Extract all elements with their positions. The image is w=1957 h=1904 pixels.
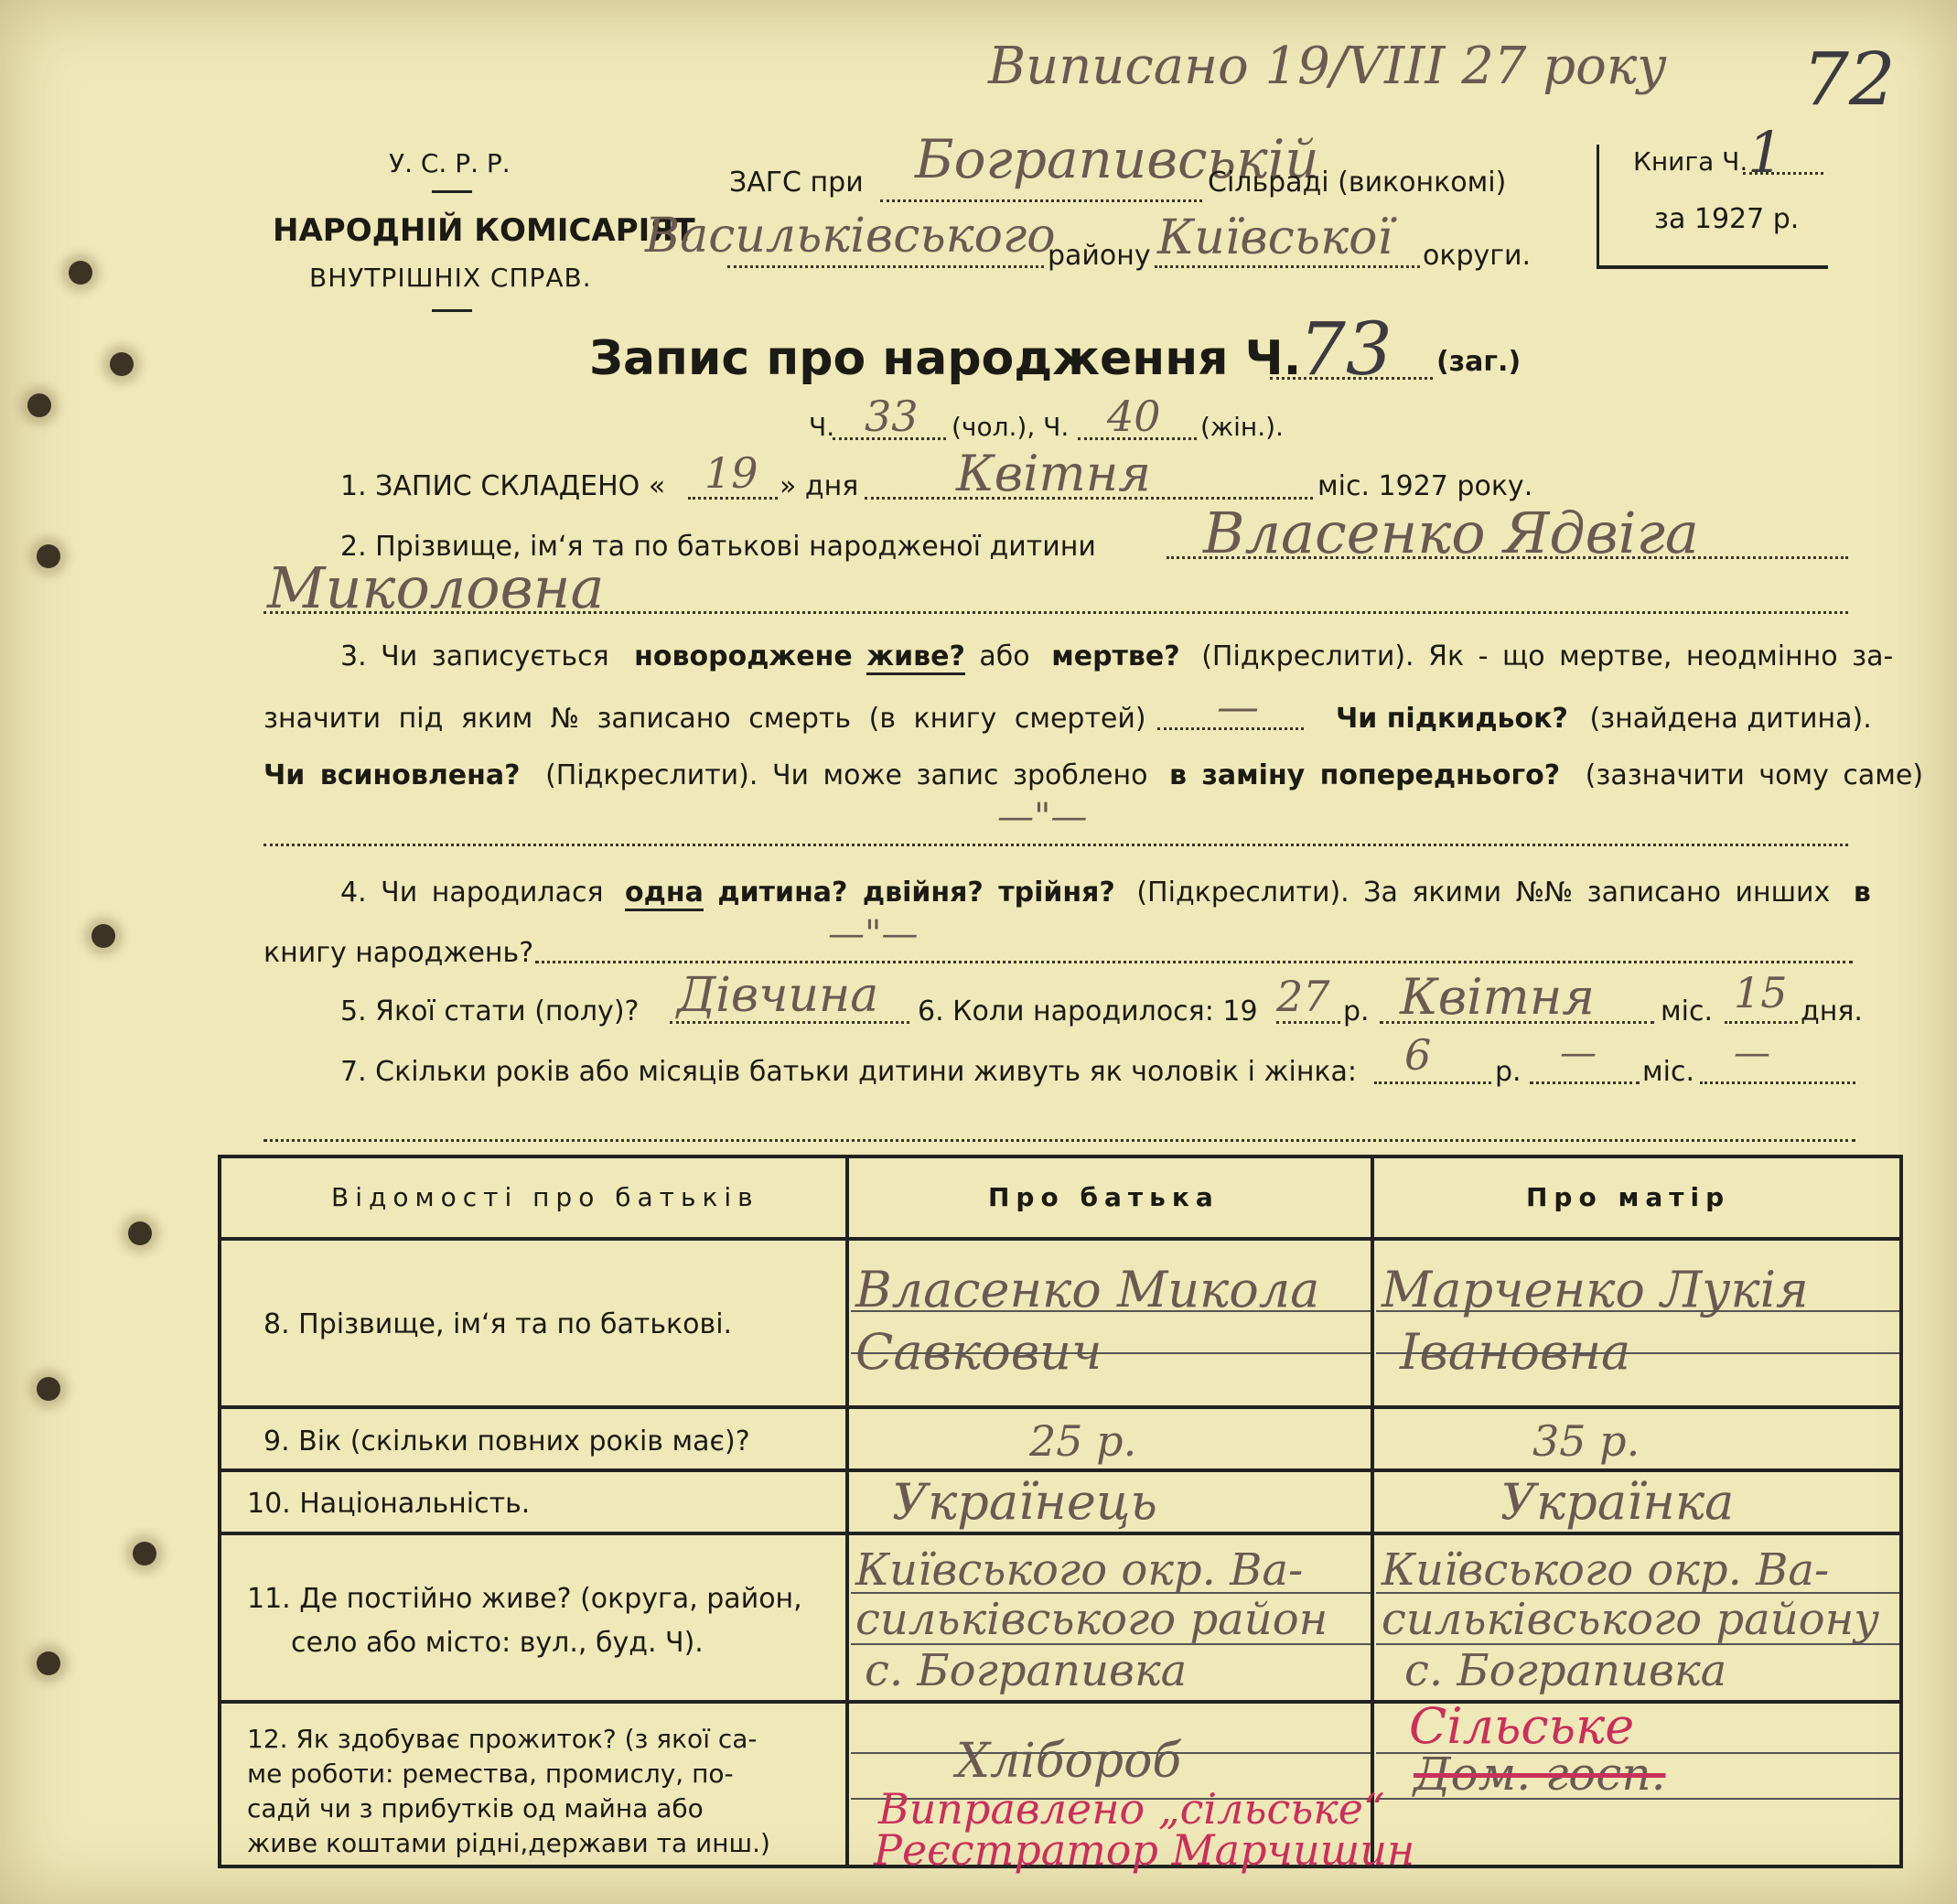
zags-line (880, 199, 1202, 202)
item6-day: 15 (1734, 968, 1788, 1017)
record-number: 73 (1299, 307, 1392, 392)
item3-l1-a: 3. Чи записується (340, 640, 609, 672)
item1-label: 1. ЗАПИС СКЛАДЕНО « (340, 470, 666, 502)
item3-l1-d: або (979, 640, 1030, 672)
book-value: 1 (1747, 119, 1784, 186)
table-row-divider (218, 1468, 1903, 1472)
item6-month: Квітня (1400, 968, 1596, 1026)
row11-mother-line1: Київського окр. Ва- (1382, 1544, 1830, 1596)
item3-replacement: в заміну попереднього? (1169, 759, 1561, 791)
table-row-divider (218, 1700, 1903, 1704)
female-count: 40 (1107, 392, 1161, 441)
table-header-mother: Про матір (1526, 1182, 1731, 1212)
item3-dead: мертве? (1051, 640, 1180, 672)
item6-label: 6. Коли народилося: 19 (918, 995, 1258, 1027)
punch-hole (91, 924, 115, 948)
country-label: У. С. Р. Р. (389, 148, 511, 178)
item4-line2 (535, 961, 1853, 963)
item4-l1-d: (Підкреслити). За якими №№ записано инших (1136, 877, 1831, 909)
item6-dnya: дня. (1801, 995, 1863, 1027)
row12-label-line3: садй чи з прибутків од майна або (247, 1793, 704, 1823)
punch-hole (133, 1542, 156, 1565)
row9-label: 9. Вік (скільки повних років має)? (263, 1425, 750, 1458)
item2-value-line1: Власенко Ядвіга (1203, 500, 1699, 566)
item3-l3-d: (зазначити чому саме) (1585, 759, 1924, 791)
divider (432, 190, 472, 193)
item7-r: р. (1495, 1056, 1522, 1088)
okruha-line (1155, 265, 1420, 268)
item4-line1 (340, 877, 1871, 909)
item7-months-line (1530, 1081, 1640, 1084)
ruling (1376, 1798, 1899, 1800)
item2-value-line2: Миколовна (267, 554, 605, 621)
ruling (851, 1310, 1371, 1312)
item5-value: Дівчина (677, 968, 879, 1023)
item3-l1-f: (Підкреслити). Як - що мертве, неодмінно за- (1201, 640, 1894, 672)
item7-months: — (1560, 1032, 1597, 1074)
item4-one: одна (625, 877, 704, 911)
item4-l1-a: 4. Чи народилася (340, 877, 604, 909)
punch-hole (110, 352, 134, 376)
item7-mis: міс. (1642, 1056, 1694, 1088)
department-label: ВНУТРІШНІХ СПРАВ. (309, 263, 592, 293)
item7-tail: — (1734, 1032, 1770, 1074)
item4-line2-value: —"— (828, 913, 919, 955)
row11-father-line3: с. Бограпивка (865, 1645, 1188, 1696)
row8-mother-line2: Івановна (1400, 1323, 1631, 1381)
row12-label-line1: 12. Як здобуває прожиток? (з якої са- (247, 1724, 758, 1754)
item5-label: 5. Якої стати (полу)? (340, 995, 640, 1027)
row12-father: Хлібороб (956, 1734, 1182, 1789)
ruling (851, 1352, 1371, 1354)
item6-year: 27 (1276, 972, 1330, 1021)
item3-l2-c: (знайдена дитина). (1589, 703, 1872, 735)
item7-years: 6 (1404, 1030, 1432, 1080)
item6-mis: міс. (1661, 995, 1713, 1027)
row12-label-line4: живе коштами рідні,держави та инш.) (247, 1828, 770, 1858)
item3-adopted: Чи всиновлена? (263, 759, 521, 791)
ruling (851, 1752, 1371, 1754)
row10-mother: Українка (1500, 1473, 1735, 1531)
ruling (851, 1643, 1371, 1645)
correction-line2: Реєстратор Марчишин (874, 1825, 1415, 1875)
council-label: Сільраді (виконкомі) (1208, 167, 1507, 199)
zags-value: Бограпивській (915, 128, 1319, 190)
correction-line1: Виправлено „сільське“ (878, 1784, 1385, 1834)
item3-l3-b: (Підкреслити). Чи може запис зроблено (545, 759, 1148, 791)
divider (432, 309, 472, 312)
district-label: району (1048, 240, 1151, 272)
row11-label-line2: село або місто: вул., буд. Ч). (291, 1627, 704, 1659)
row10-father: Українець (892, 1473, 1157, 1531)
ruling (1376, 1643, 1899, 1645)
ruling (1376, 1352, 1899, 1354)
item7-label: 7. Скільки років або місяців батьки дитини живуть як чоловік і жінка: (340, 1056, 1358, 1088)
item7-tail-line (1700, 1081, 1855, 1084)
okruha-label: округи. (1423, 240, 1532, 272)
table-header-info: Відомості про батьків (331, 1182, 759, 1212)
item4-l2-a: книгу народжень? (263, 937, 534, 969)
row12-mother-line1: Сільське (1409, 1697, 1635, 1755)
record-title: Запис про народження Ч. (589, 331, 1302, 386)
item4-multiples: дитина? двійня? трійня? (717, 877, 1115, 909)
row12-label-line2: ме роботи: ремества, промислу, по- (247, 1759, 734, 1789)
punch-hole (37, 1651, 60, 1675)
ruling (1376, 1592, 1899, 1594)
ruling (1376, 1752, 1899, 1754)
item3-line2-tail (1336, 703, 1872, 735)
punch-hole (128, 1221, 152, 1245)
item6-year-line (1276, 1021, 1340, 1024)
item3-line4 (263, 844, 1848, 846)
row11-father-line1: Київського окр. Ва- (855, 1544, 1304, 1596)
item7-line2 (263, 1139, 1855, 1142)
book-year: за 1927 р. (1654, 203, 1800, 235)
row8-father-line1: Власенко Микола (855, 1261, 1320, 1318)
row11-label-line1: 11. Де постійно живе? (округа, район, (247, 1583, 802, 1615)
table-row-divider (218, 1405, 1903, 1409)
zags-label: ЗАГС при (729, 167, 864, 199)
row11-mother-line3: с. Бограпивка (1404, 1645, 1727, 1696)
row12-mother-line2: Дом. госп. (1414, 1748, 1666, 1801)
row9-mother: 35 р. (1532, 1416, 1640, 1466)
ruling (851, 1592, 1371, 1594)
item3-line4-value: —"— (997, 796, 1088, 838)
punch-hole (27, 393, 51, 417)
book-label: Книга Ч. (1633, 146, 1748, 177)
row10-label: 10. Національність. (247, 1488, 531, 1520)
district-value: Васильківського (645, 209, 1056, 264)
item6-day-line (1725, 1021, 1798, 1024)
table-col-divider (845, 1155, 849, 1868)
row11-mother-line2: сильківського району (1382, 1594, 1880, 1645)
item1-year: міс. 1927 року. (1317, 470, 1533, 502)
okruha-value: Київської (1157, 210, 1393, 265)
punch-hole (69, 261, 92, 285)
item3-foundling: Чи підкидьок? (1336, 703, 1568, 735)
item3-line2 (263, 703, 1146, 735)
district-line (727, 265, 1044, 268)
row8-label: 8. Прізвище, ім‘я та по батькові. (263, 1308, 733, 1340)
item3-line3 (263, 759, 1923, 791)
item3-death-value: — (1217, 682, 1259, 731)
item1-month: Квітня (956, 445, 1152, 502)
item7-years-line (1374, 1081, 1491, 1084)
ministry-label: НАРОДНІЙ КОМІСАРІЯТ (273, 212, 695, 249)
row9-father: 25 р. (1029, 1416, 1137, 1466)
item6-r: р. (1343, 995, 1370, 1027)
table-col-divider (1371, 1155, 1374, 1868)
row11-father-line2: сильківського район (855, 1594, 1328, 1645)
table-row-divider (218, 1237, 1903, 1241)
item1-day: 19 (704, 448, 758, 498)
ch-label: Ч. (809, 412, 835, 442)
male-label: (чол.), Ч. (952, 412, 1070, 442)
table-row-divider (218, 1532, 1903, 1535)
item1-day-suffix: » дня (780, 470, 859, 502)
row8-father-line2: Савкович (855, 1323, 1102, 1381)
punch-hole (37, 1377, 60, 1401)
male-count: 33 (865, 392, 919, 441)
punch-hole (37, 544, 60, 568)
table-header-father: Про батька (988, 1182, 1220, 1212)
item3-l2-a: значити під яким № записано смерть (в книгу смертей) (263, 703, 1146, 735)
item3-newborn: новороджене (634, 640, 853, 672)
item3-alive: живе? (866, 640, 965, 675)
item3-line1 (340, 640, 1893, 672)
top-note: Виписано 19/VIII 27 року (988, 37, 1667, 96)
record-suffix: (заг.) (1436, 346, 1522, 378)
female-label: (жін.). (1200, 412, 1284, 442)
page-number: 72 (1802, 37, 1896, 122)
ruling (1376, 1310, 1899, 1312)
row8-mother-line1: Марченко Лукія (1382, 1261, 1809, 1318)
item2-label: 2. Прізвище, ім‘я та по батькові народженої дитини (340, 531, 1096, 563)
item4-l1-e: в (1853, 877, 1871, 909)
